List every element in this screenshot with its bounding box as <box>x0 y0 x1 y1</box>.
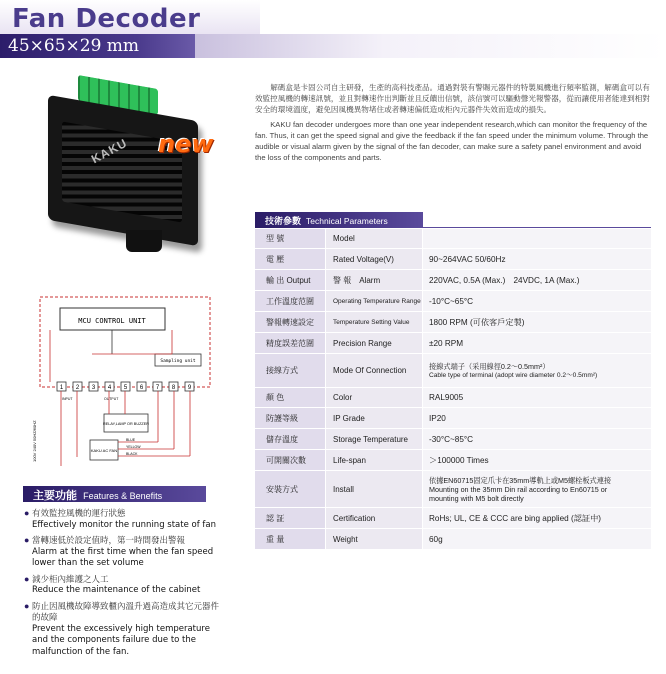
row-zh: 警報轉速設定 <box>255 312 325 332</box>
terminal-label: 3 <box>91 385 96 391</box>
table-row <box>255 429 651 450</box>
row-value: 220VAC, 0.5A (Max.) 24VDC, 1A (Max.) <box>429 275 580 285</box>
row-value: ＞100000 Times <box>429 455 489 465</box>
size-bar <box>0 34 195 58</box>
bullet-icon: ● <box>24 535 30 545</box>
size-label: 45×65×29 mm <box>8 36 140 56</box>
wiring-diagram <box>12 292 217 472</box>
input-label: INPUT <box>62 397 73 401</box>
table-row <box>255 333 651 354</box>
output-label: OUTPUT <box>104 397 119 401</box>
table-row <box>255 249 651 270</box>
feature-zh: 當轉速低於設定值時，第一時間發出警報 <box>32 535 186 545</box>
page-title: Fan Decoder <box>12 4 201 34</box>
wire-label: BLACK <box>126 452 138 456</box>
row-value: 90~264VAC 50/60Hz <box>429 254 506 264</box>
table-heading <box>255 212 423 228</box>
row-en: Certification <box>325 508 422 528</box>
table-row <box>255 450 651 471</box>
device-logo: KAKU <box>88 135 130 167</box>
row-en: Color <box>325 388 422 407</box>
mcu-label: MCU CONTROL UNIT <box>78 317 146 325</box>
intro-text <box>255 82 651 167</box>
bullet-icon: ● <box>24 600 30 611</box>
header-title-block <box>0 0 260 36</box>
row-zh: 輸 出 Output <box>255 270 325 290</box>
terminal-label: 5 <box>123 385 128 391</box>
row-value: -30°C~85°C <box>429 434 474 444</box>
table-row <box>255 408 651 429</box>
feature-item <box>24 601 224 659</box>
row-en: Storage Temperature <box>325 429 422 449</box>
power-label: 100V 240V 50HZ/60HZ <box>32 420 37 462</box>
intro-zh: 解碼盒是卡固公司自主研發，生產的高科技產品。通過對裝有警賜元器件的特製風機進行頻率監測，解碼盒可以有效監控風機的轉速訊號，並且對轉速作出判斷並且反饋出信號，該信號可以驅動聲光報警器，從而讓使用者能達到相對安全的環境溫度，避免因風機異物堵住或者轉速偏低造成柜內元器件失效而造成的損失。 <box>255 83 650 114</box>
row-value-2: Mounting on the 35mm Din rail according to En60715 or <box>429 484 608 494</box>
terminal-row <box>57 382 194 391</box>
terminal-label: 6 <box>139 385 144 391</box>
feature-en: Effectively monitor the running state of fan <box>32 519 217 530</box>
table-heading-en: Technical Parameters <box>306 216 388 226</box>
new-badge-text: new <box>158 130 214 158</box>
row-zh: 工作溫度范圍 <box>255 291 325 311</box>
features-list <box>24 508 224 662</box>
fan-label: KAKU AC FAN <box>90 448 118 453</box>
row-zh: 精度誤差范圍 <box>255 333 325 353</box>
terminal-label: 7 <box>155 385 160 391</box>
feature-item <box>24 508 224 531</box>
row-value: 60g <box>429 534 443 544</box>
table-heading-rule <box>423 227 651 228</box>
table-row <box>255 270 651 291</box>
table-row <box>255 388 651 408</box>
row-en: Rated Voltage(V) <box>325 249 422 269</box>
terminal-label: 1 <box>59 385 64 391</box>
row-zh: 型 號 <box>255 229 325 248</box>
row-value: RoHs; UL, CE & CCC are bing applied (認証中) <box>429 513 601 523</box>
terminal-label: 4 <box>107 385 112 391</box>
row-zh: 重 量 <box>255 529 325 549</box>
wire-label: BLUE <box>126 438 136 442</box>
row-value: ±20 RPM <box>429 338 464 348</box>
feature-zh: 防止因風機故障導致櫃內溫升過高造成其它元器件的故障 <box>32 600 220 622</box>
feature-zh: 有效監控風機的運行狀態 <box>32 508 126 518</box>
intro-en: KAKU fan decoder undergoes more than one year independent research,which can monitor the frequency of the fan. Thus, it can get the speed signal and give the feedback if the fan speed under the minimum volume. Through the audible or visual alarm given by the signal of the fan decoder, can make sure a safety panel environment and avoid the loss of the components and parts. <box>255 120 649 162</box>
terminal-label: 9 <box>187 385 192 391</box>
product-photo <box>28 70 228 270</box>
features-heading <box>23 486 206 502</box>
row-value: -10°C~65°C <box>429 296 474 306</box>
terminal-label: 2 <box>75 385 80 391</box>
features-heading-zh: 主要功能 <box>33 490 77 502</box>
sampling-label: Sampling unit <box>160 359 196 364</box>
bullet-icon: ● <box>24 508 30 518</box>
row-en: Precision Range <box>325 333 422 353</box>
table-row <box>255 529 651 550</box>
row-zh: 電 壓 <box>255 249 325 269</box>
row-value: 依據EN60715固定爪卡在35mm導軌上或M5螺栓板式連接 <box>429 475 612 485</box>
row-zh: 接線方式 <box>255 354 325 387</box>
feature-en: Reduce the maintenance of the cabinet <box>32 585 201 595</box>
bullet-icon: ● <box>24 573 30 584</box>
table-row <box>255 229 651 249</box>
feature-item <box>24 535 224 570</box>
row-en: Temperature Setting Value <box>325 312 422 332</box>
row-value-2: Cable type of terminal (adopt wire diameter 0.2～0.5mm²) <box>429 371 598 379</box>
row-en: IP Grade <box>325 408 422 428</box>
row-en: Operating Temperature Range <box>325 291 422 311</box>
feature-zh: 減少柜內維護之人工 <box>32 573 109 584</box>
din-clip <box>126 230 162 252</box>
row-zh: 儲存溫度 <box>255 429 325 449</box>
row-value: 接線式端子（采用線徑0.2～0.5mm²） <box>429 361 550 371</box>
wire-label: YELLOW <box>126 445 141 449</box>
row-value: 1800 RPM (可依客戶定製) <box>429 317 525 327</box>
feature-en: Prevent the excessively high temperature and the components failure due to the malfunction of the fan. <box>32 623 210 657</box>
row-en: Model <box>325 229 422 248</box>
feature-item <box>24 574 224 597</box>
row-en: 警 報 Alarm <box>325 270 422 290</box>
row-zh: 可開關次數 <box>255 450 325 470</box>
new-badge <box>158 130 216 162</box>
row-en: Mode Of Connection <box>325 354 422 387</box>
row-zh: 防護等級 <box>255 408 325 428</box>
relay-label: RELAY,LAMP OR BUZZER <box>103 422 149 426</box>
row-zh: 認 証 <box>255 508 325 528</box>
row-zh: 安裝方式 <box>255 471 325 507</box>
params-table <box>255 229 651 550</box>
table-heading-zh: 技術參數 <box>265 216 302 226</box>
features-heading-en: Features & Benefits <box>83 491 163 501</box>
row-en: Weight <box>325 529 422 549</box>
table-row <box>255 312 651 333</box>
row-value: RAL9005 <box>429 393 464 402</box>
row-en: Install <box>325 471 422 507</box>
terminal-label: 8 <box>171 385 176 391</box>
row-value: IP20 <box>429 413 446 423</box>
row-value-3: mounting with M5 bolt directly <box>429 493 524 503</box>
feature-en: Alarm at the first time when the fan speed lower than the set volume <box>32 546 214 568</box>
row-en: Life-span <box>325 450 422 470</box>
table-row <box>255 291 651 312</box>
header-strip <box>195 34 666 58</box>
row-zh: 顏 色 <box>255 388 325 407</box>
table-row <box>255 354 651 388</box>
table-row <box>255 471 651 508</box>
table-row <box>255 508 651 529</box>
